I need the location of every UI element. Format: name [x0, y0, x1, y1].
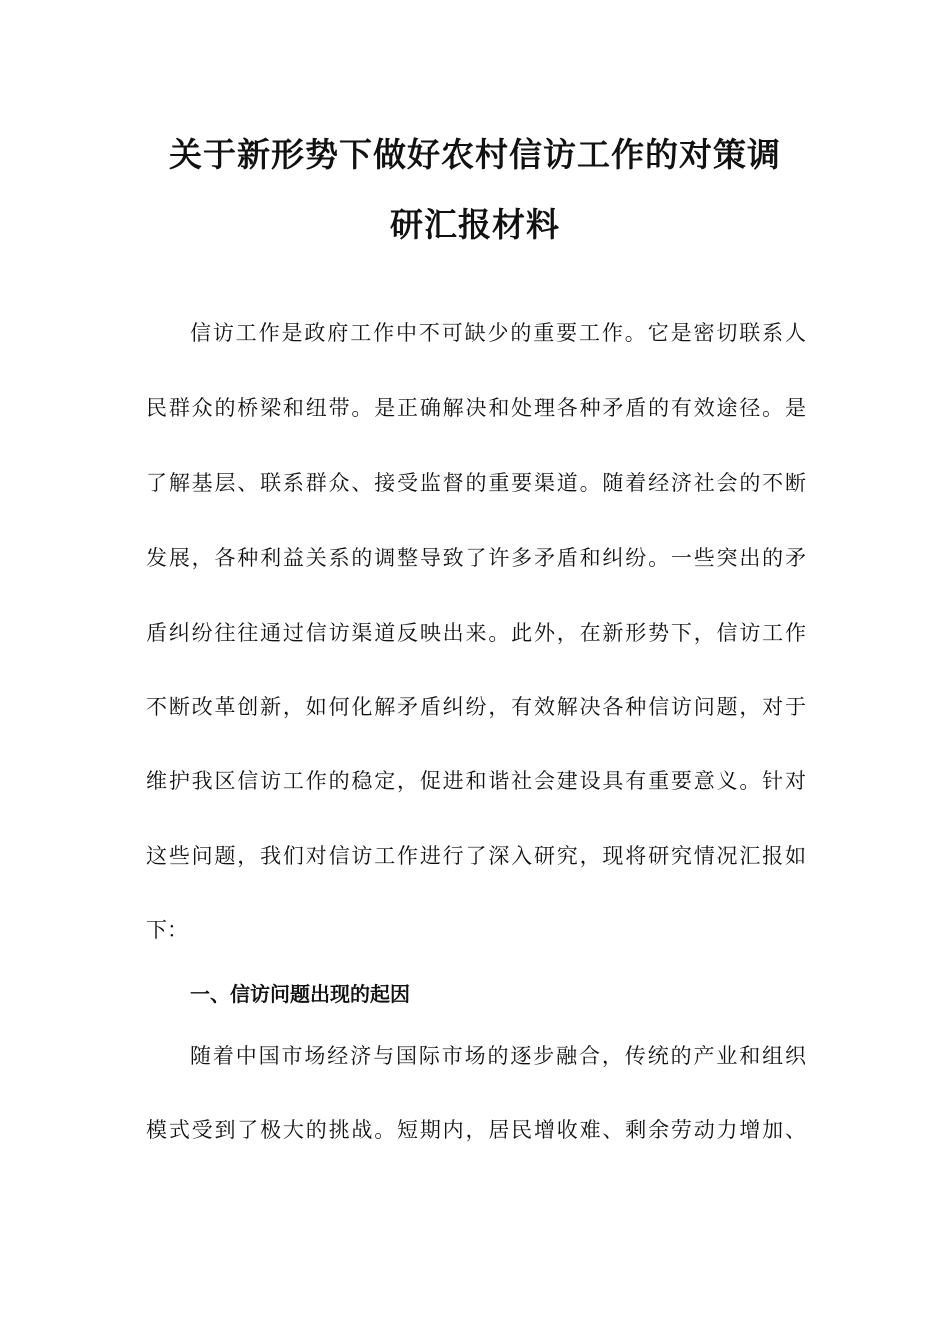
paragraph-1-line-6: 不断改革创新，如何化解矛盾纠纷，有效解决各种信访问题，对于	[146, 695, 806, 719]
paragraph-1-line-9: 下：	[146, 918, 188, 942]
paragraph-1-line-7: 维护我区信访工作的稳定，促进和谐社会建设具有重要意义。针对	[146, 769, 806, 793]
paragraph-1-line-8: 这些问题，我们对信访工作进行了深入研究，现将研究情况汇报如	[146, 844, 806, 868]
paragraph-1-line-2: 民群众的桥梁和纽带。是正确解决和处理各种矛盾的有效途径。是	[146, 396, 806, 420]
paragraph-1-line-3: 了解基层、联系群众、接受监督的重要渠道。随着经济社会的不断	[146, 471, 806, 495]
paragraph-1-line-5: 盾纠纷往往通过信访渠道反映出来。此外，在新形势下，信访工作	[146, 621, 806, 645]
document-title	[145, 120, 805, 260]
paragraph-1-line-4: 发展，各种利益关系的调整导致了许多矛盾和纠纷。一些突出的矛	[146, 546, 806, 570]
title-line-2: 研汇报材料	[390, 205, 560, 244]
section-1-heading: 一、信访问题出现的起因	[190, 982, 410, 1006]
paragraph-2-line-1: 随着中国市场经济与国际市场的逐步融合，传统的产业和组织	[190, 1044, 806, 1068]
paragraph-1-line-1: 信访工作是政府工作中不可缺少的重要工作。它是密切联系人	[190, 321, 806, 345]
title-line-1: 关于新形势下做好农村信访工作的对策调	[169, 135, 781, 174]
paragraph-2-line-2: 模式受到了极大的挑战。短期内，居民增收难、剩余劳动力增加、	[146, 1118, 806, 1142]
